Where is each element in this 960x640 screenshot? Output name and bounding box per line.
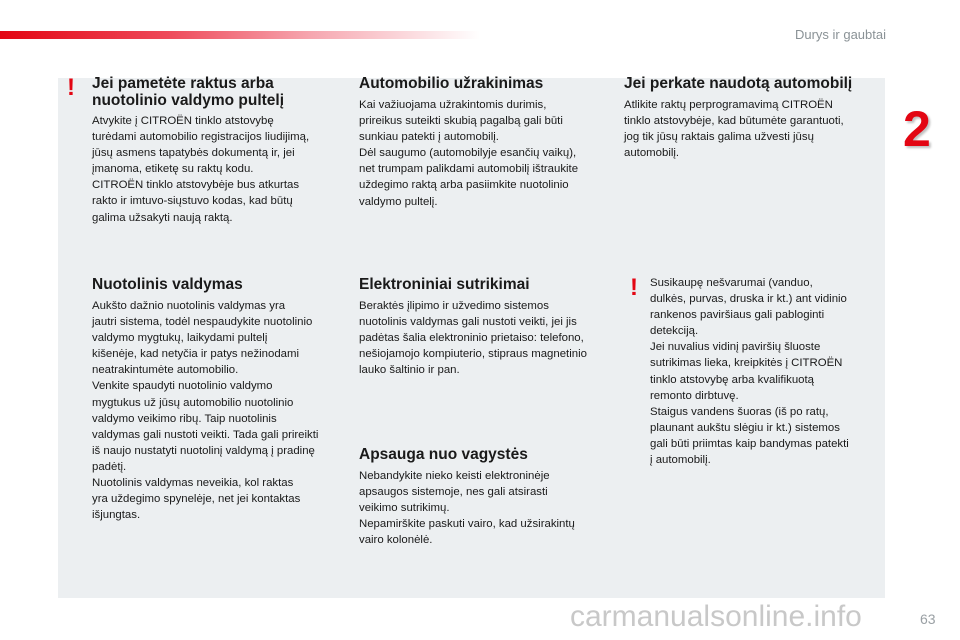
warning-icon: ! bbox=[630, 274, 638, 301]
used-car-text: Atlikite raktų perprogramavimą CITROËN tinklo atstovybėje, kad būtumėte garantuoti, jog tik jūsų raktais galima užvesti jūsų automobilį. bbox=[624, 99, 844, 160]
lost-keys-title: Jei pametėte raktus arba nuotolinio valdymo pultelį bbox=[92, 75, 285, 109]
dirt-warning-text: Susikaupę nešvarumai (vanduo, dulkės, purvas, druska ir kt.) ant vidinio rankenos paviršiaus gali pabloginti detekciją. Jei nuvalius vidinį paviršių šluoste sutrikimas lieka, kreipkitės į CITROËN tinklo atstovybę arba kvalifikuotą remonto dirbtuvę. Staigus vandens šuoras (iš po ratų, plaunant aukštu slėgiu ir kt.) sistemos gali būti priimtas kaip bandymas patekti į automobilį. bbox=[650, 277, 849, 467]
locking-text: Kai važiuojama užrakintomis durimis, prireikus suteikti skubią pagalbą gali būti sunkiau patekti į automobilį. Dėl saugumo (automobilyje esančių vaikų), net trumpam palikdami automobilį ištraukite uždegimo raktą arba pasiimkite nuotolinio valdymo pultelį. bbox=[359, 99, 579, 208]
theft-text: Nebandykite nieko keisti elektroninėje apsaugos sistemoje, nes gali atsirasti veikimo sutrikimų. Nepamirškite paskuti vairo, kad užsirakintų vairo kolonėlė. bbox=[359, 470, 575, 547]
section-title: Durys ir gaubtai bbox=[794, 27, 886, 42]
warning-icon: ! bbox=[67, 74, 75, 101]
locking-title: Automobilio užrakinimas bbox=[359, 75, 544, 92]
lost-keys-text: Atvykite į CITROËN tinklo atstovybę turėdami automobilio registracijos liudijimą, jūsų asmens tapatybės dokumentą ir, jei įmanoma, etiketę su raktų kodu. CITROËN tinklo atstovybėje bus atkurtas rakto ir imtuvo-siųstuvo kodas, kad būtų galima užsakyti naują raktą. bbox=[92, 115, 310, 224]
used-car-title: Jei perkate naudotą automobilį bbox=[624, 75, 853, 92]
theft-title: Apsauga nuo vagystės bbox=[359, 446, 528, 463]
remote-text: Aukšto dažnio nuotolinis valdymas yra jautri sistema, todėl nespaudykite nuotolinio valdymo mygtukų, laikydami pultelį kišenėje, kad netyčia ir patys nežinodami neatrakintumėte automobilio. Venkite spaudyti nuotolinio valdymo mygtukus už jūsų automobilio nuotolinio valdymo veikimo ribų. Taip nuotolinis valdymas gali nustoti veikti. Tada gali prireikti iš naujo nustatyti nuotolinį valdymą į pradinę padėtį. Nuotolinis valdymas neveikia, kol raktas yra uždegimo spynelėje, net jei kontaktas išjungtas. bbox=[92, 300, 319, 522]
electronic-text: Beraktės įlipimo ir užvedimo sistemos nuotolinis valdymas gali nustoti veikti, jei jis padėtas šalia elektroninio prietaiso: telefono, nešiojamojo kompiuterio, stipraus magnetinio lauko šaltinio ir pan. bbox=[359, 300, 587, 377]
remote-title: Nuotolinis valdymas bbox=[92, 276, 243, 293]
page-number: 63 bbox=[920, 611, 936, 627]
watermark: carmanualsonline.info bbox=[570, 600, 862, 633]
chapter-number: 2 bbox=[903, 101, 931, 157]
header-accent-bar bbox=[0, 31, 480, 39]
electronic-title: Elektroniniai sutrikimai bbox=[359, 276, 530, 293]
